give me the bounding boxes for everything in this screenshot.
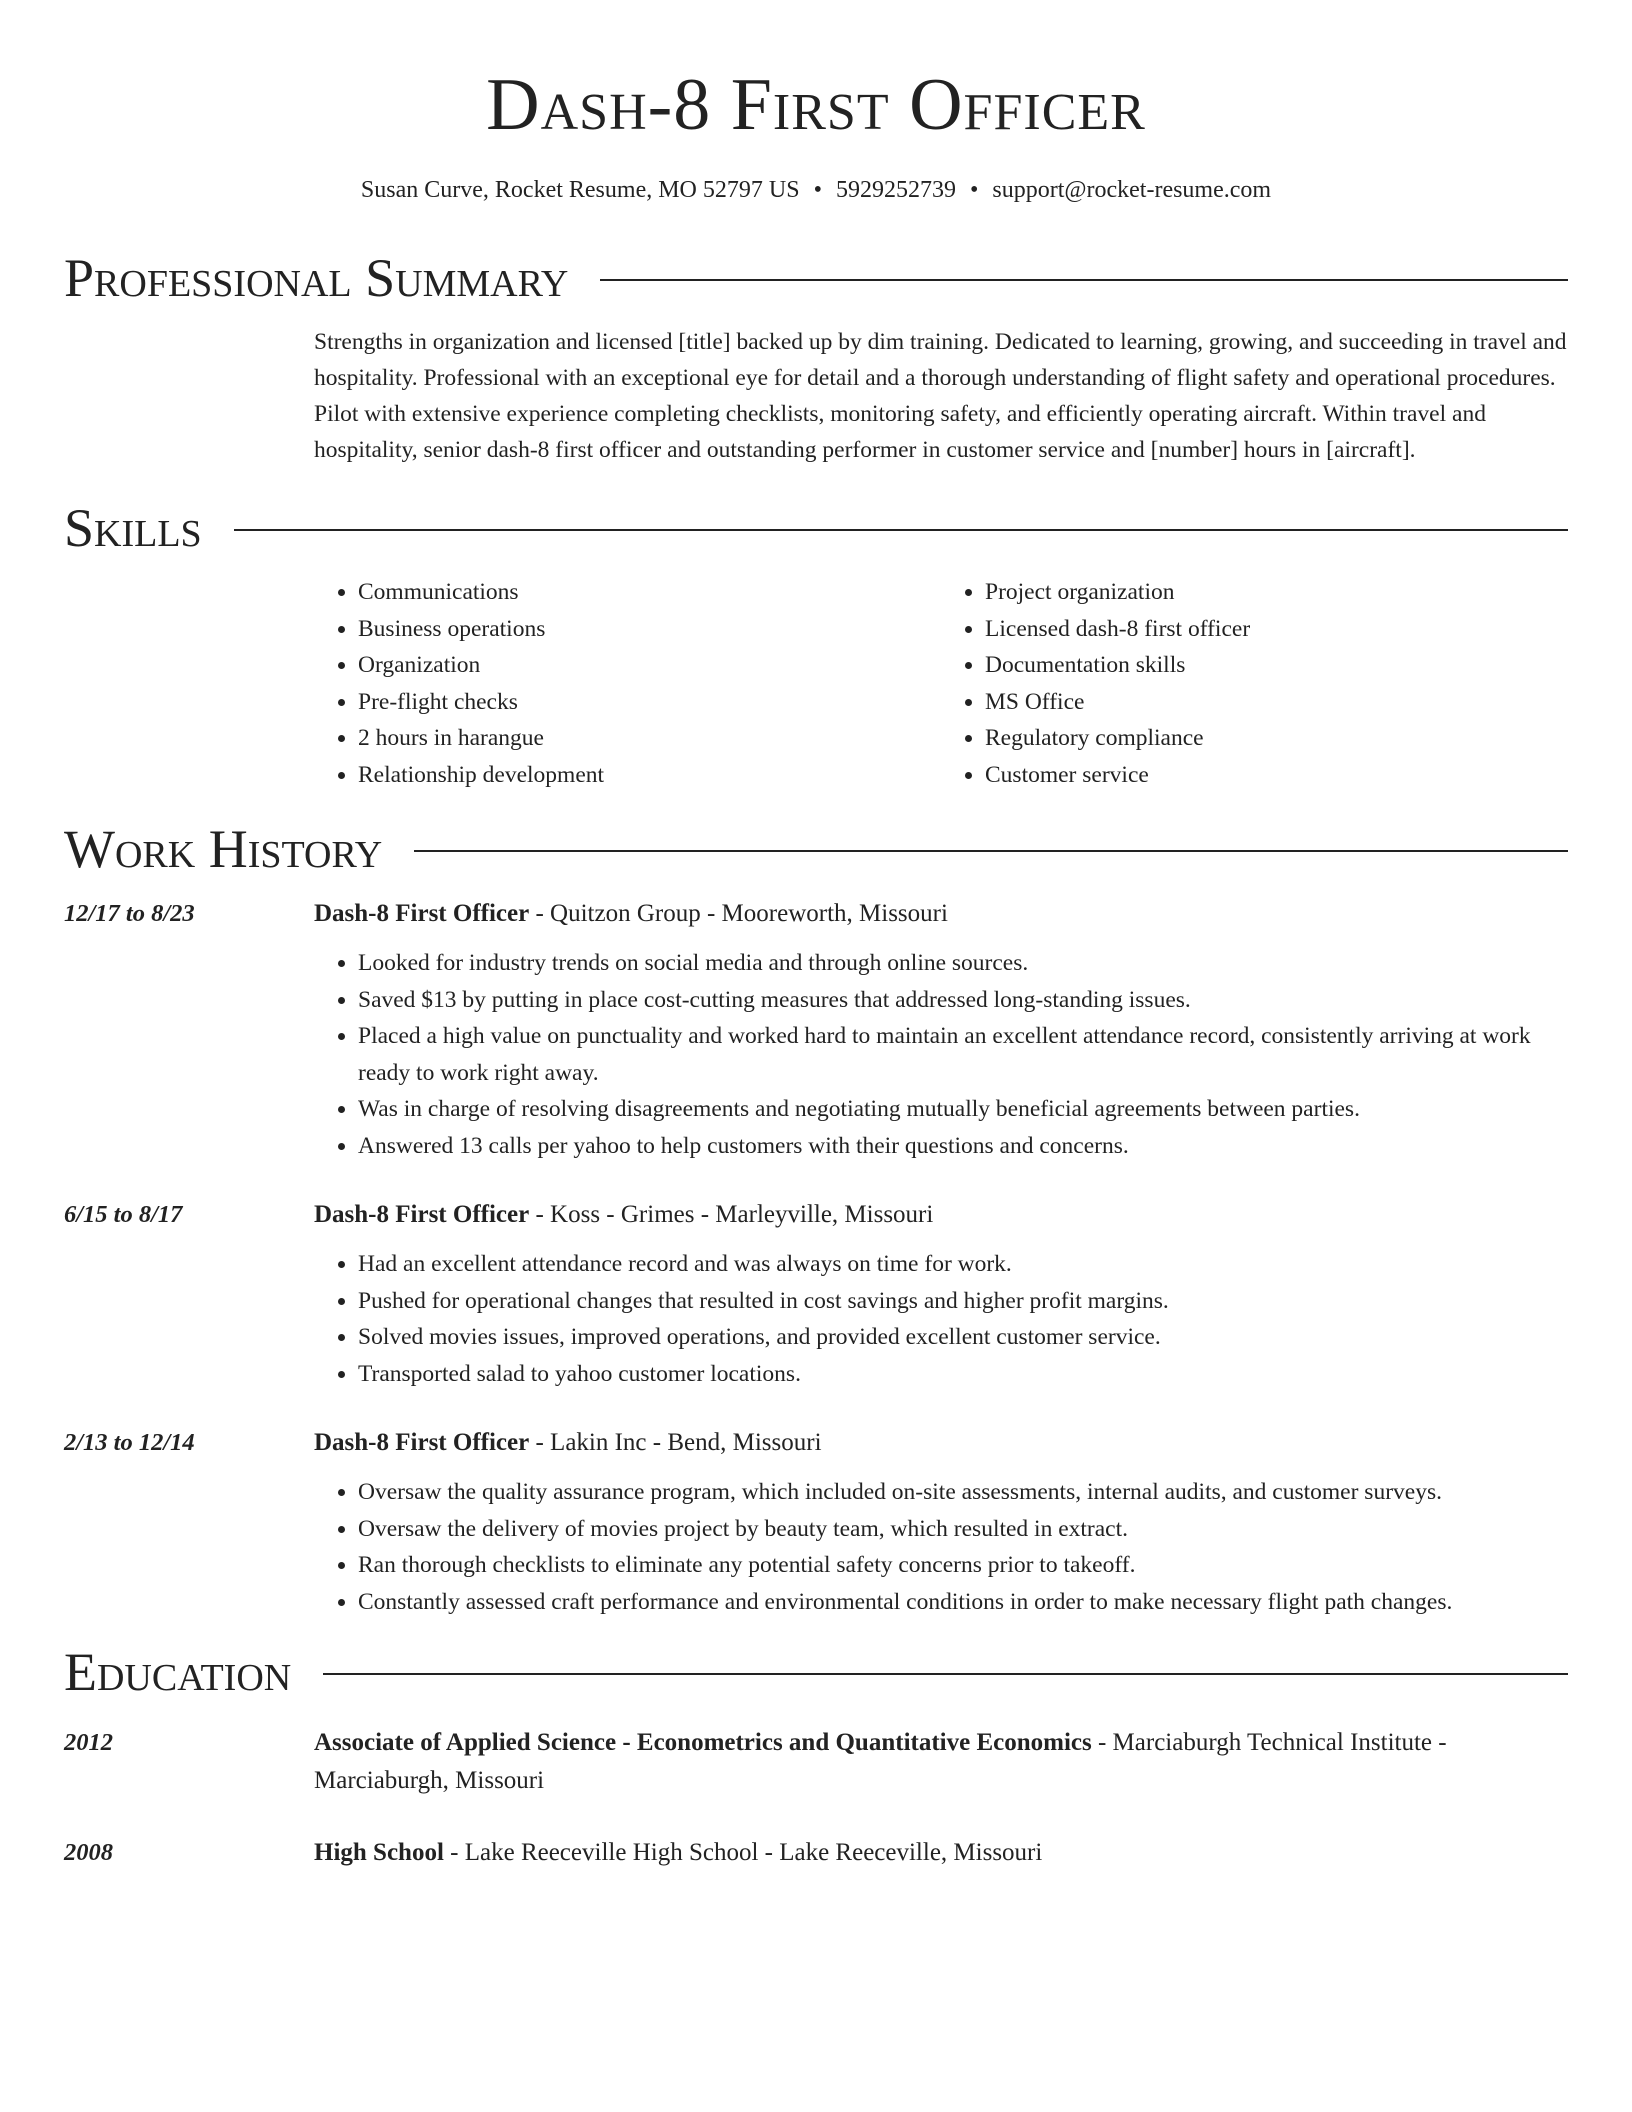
job-bullets xyxy=(314,1246,1568,1392)
education-title-line xyxy=(314,1834,1568,1872)
resume-page xyxy=(64,0,1568,1872)
skill-item: • Licensed dash-8 first officer xyxy=(985,611,1568,648)
job-bullets xyxy=(314,1474,1568,1620)
skills-heading: Skills xyxy=(64,498,202,558)
job-role: Dash-8 First Officer xyxy=(314,1429,530,1456)
job-bullet: • Answered 13 calls per yahoo to help customers with their questions and concerns. xyxy=(358,1128,1568,1165)
skill-item: • Customer service xyxy=(985,757,1568,794)
job-role: Dash-8 First Officer xyxy=(314,1201,530,1228)
section-divider xyxy=(234,529,1568,531)
job-entry xyxy=(64,1424,1568,1620)
job-entry xyxy=(64,1196,1568,1392)
job-bullet: • Had an excellent attendance record and was always on time for work. xyxy=(358,1246,1568,1283)
resume-title: Dash-8 First Officer xyxy=(486,64,1146,146)
job-entry xyxy=(64,895,1568,1164)
education-year: 2008 xyxy=(64,1839,113,1866)
contact-phone: 5929252739 xyxy=(835,177,956,203)
contact-address: Susan Curve, Rocket Resume, MO 52797 US xyxy=(360,177,800,203)
education-title-line xyxy=(314,1724,1568,1800)
job-title-line xyxy=(314,895,1568,933)
skills-section-header xyxy=(64,496,1568,560)
job-title-line xyxy=(314,1196,1568,1234)
job-body xyxy=(314,895,1568,1164)
work-heading: Work History xyxy=(64,819,383,879)
job-body xyxy=(314,1424,1568,1620)
education-details: - Marciaburgh Technical Institute - Marciaburgh, Missouri xyxy=(314,1729,1447,1794)
education-body xyxy=(314,1724,1568,1800)
skills-list xyxy=(314,574,1568,793)
job-bullet: • Oversaw the delivery of movies project by beauty team, which resulted in extract. xyxy=(358,1511,1568,1548)
job-details: - Koss - Grimes - Marleyville, Missouri xyxy=(529,1201,934,1228)
education-details: - Lake Reeceville High School - Lake Reeceville, Missouri xyxy=(443,1839,1043,1866)
contact-email: support@rocket-resume.com xyxy=(992,177,1272,203)
skill-item: • 2 hours in harangue xyxy=(358,720,941,757)
job-bullet: • Transported salad to yahoo customer locations. xyxy=(358,1356,1568,1393)
section-divider xyxy=(414,850,1568,852)
education-section-header xyxy=(64,1640,1568,1704)
education-year: 2012 xyxy=(64,1729,113,1756)
job-bullets xyxy=(314,945,1568,1164)
skill-item: • MS Office xyxy=(985,684,1568,721)
section-divider xyxy=(600,279,1568,281)
job-dates: 2/13 to 12/14 xyxy=(64,1429,195,1456)
job-bullet: • Oversaw the quality assurance program, which included on-site assessments, internal audits, and customer surveys. xyxy=(358,1474,1568,1511)
job-bullet: • Constantly assessed craft performance and environmental conditions in order to make necessary flight path changes. xyxy=(358,1584,1568,1621)
skill-item: • Pre-flight checks xyxy=(358,684,941,721)
contact-separator: • xyxy=(969,177,979,203)
skill-item: • Communications xyxy=(358,574,941,611)
skill-item: • Business operations xyxy=(358,611,941,648)
section-divider xyxy=(323,1673,1568,1675)
skill-item: • Regulatory compliance xyxy=(985,720,1568,757)
job-bullet: • Solved movies issues, improved operations, and provided excellent customer service. xyxy=(358,1319,1568,1356)
job-dates: 6/15 to 8/17 xyxy=(64,1201,183,1228)
job-bullet: • Ran thorough checklists to eliminate any potential safety concerns prior to takeoff. xyxy=(358,1547,1568,1584)
skills-column-left xyxy=(314,574,941,793)
skill-item: • Project organization xyxy=(985,574,1568,611)
skill-item: • Organization xyxy=(358,647,941,684)
summary-section-header xyxy=(64,246,1568,310)
work-section-header xyxy=(64,817,1568,881)
job-bullet: • Pushed for operational changes that resulted in cost savings and higher profit margins. xyxy=(358,1283,1568,1320)
job-bullet: • Saved $13 by putting in place cost-cutting measures that addressed long-standing issues. xyxy=(358,982,1568,1019)
job-role: Dash-8 First Officer xyxy=(314,900,530,927)
job-bullet: • Was in charge of resolving disagreements and negotiating mutually beneficial agreements between parties. xyxy=(358,1091,1568,1128)
education-heading: Education xyxy=(64,1642,292,1702)
job-dates: 12/17 to 8/23 xyxy=(64,900,195,927)
education-body xyxy=(314,1834,1568,1872)
skill-item: • Documentation skills xyxy=(985,647,1568,684)
education-entry xyxy=(64,1834,1568,1872)
job-body xyxy=(314,1196,1568,1392)
job-details: - Quitzon Group - Mooreworth, Missouri xyxy=(529,900,948,927)
job-details: - Lakin Inc - Bend, Missouri xyxy=(529,1429,822,1456)
education-degree: Associate of Applied Science - Econometrics and Quantitative Economics xyxy=(314,1729,1092,1756)
summary-heading: Professional Summary xyxy=(64,248,569,308)
skills-column-right xyxy=(941,574,1568,793)
education-degree: High School xyxy=(314,1839,444,1866)
contact-line xyxy=(64,174,1568,206)
education-entry xyxy=(64,1724,1568,1800)
job-bullet: • Looked for industry trends on social media and through online sources. xyxy=(358,945,1568,982)
skill-item: • Relationship development xyxy=(358,757,941,794)
contact-separator: • xyxy=(813,177,822,203)
job-bullet: • Placed a high value on punctuality and worked hard to maintain an excellent attendance record, consistently arriving at work ready to work right away. xyxy=(358,1018,1568,1091)
job-title-line xyxy=(314,1424,1568,1462)
summary-text: Strengths in organization and licensed [title] backed up by dim training. Dedicated to learning, growing, and succeeding in travel and hospitality. Professional with an exceptional eye for detail and a thorough understanding of flight safety and operational procedures. Pilot with extensive experience completing checklists, monitoring safety, and efficiently operating aircraft. Within travel and hospitality, senior dash-8 first officer and outstanding performer in customer service and [number] hours in [aircraft]. xyxy=(314,329,1567,463)
